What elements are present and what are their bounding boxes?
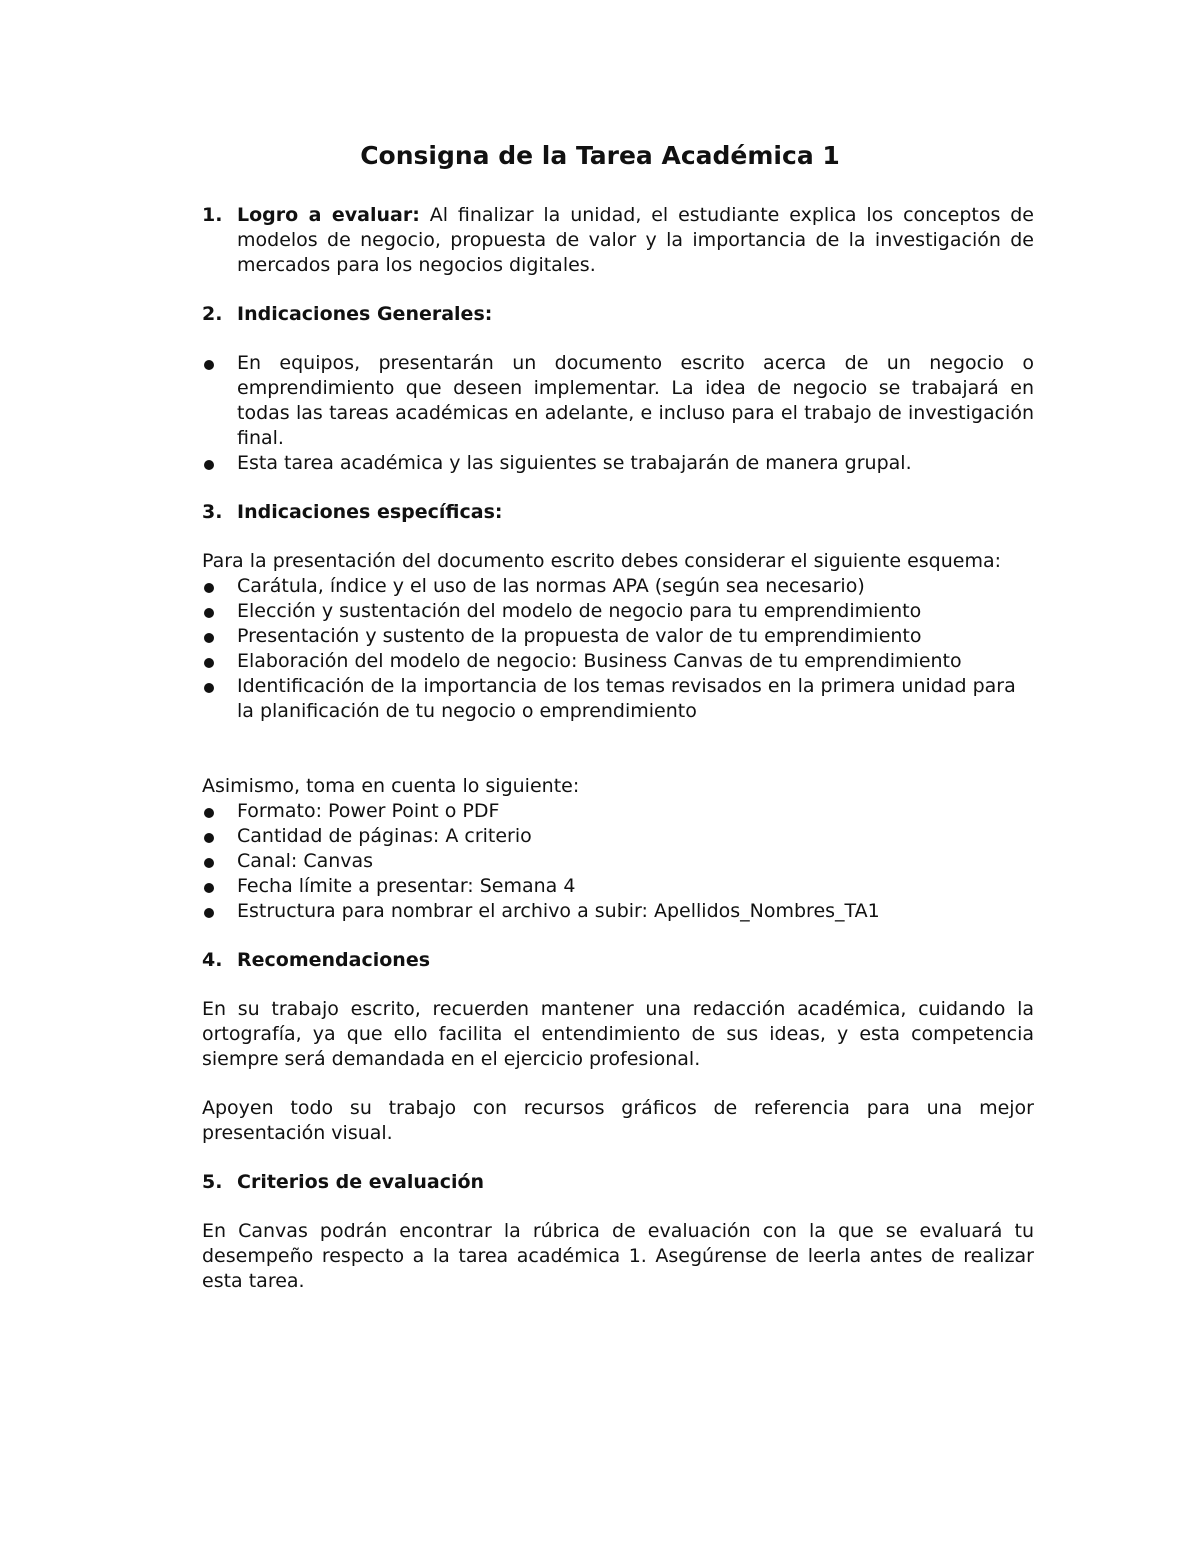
section-intro: Asimismo, toma en cuenta lo siguiente: [202,775,580,797]
section-number: 4. [202,949,223,971]
list-item: En equipos, presentarán un documento escrito acerca de un negocio o emprendimiento que deseen implementar. La idea de negocio se trabajará en todas las tareas académicas en adelante, e incluso para el trabajo de investigación final. [202,351,1034,451]
section-indicaciones-generales [202,302,1034,327]
paragraph: Apoyen todo su trabajo con recursos gráficos de referencia para una mejor presentación visual. [202,1097,1034,1144]
section-heading: Logro a evaluar: [237,204,420,226]
section-heading: Indicaciones específicas: [237,501,503,523]
section-number: 1. [202,204,223,226]
list-item: Elaboración del modelo de negocio: Business Canvas de tu emprendimiento [202,649,1034,674]
section-intro: Para la presentación del documento escrito debes considerar el siguiente esquema: [202,550,1002,572]
section-logro [202,203,1034,278]
section-recomendaciones [202,948,1034,973]
list-item: Elección y sustentación del modelo de negocio para tu emprendimiento [202,599,1034,624]
list-item: Fecha límite a presentar: Semana 4 [202,874,1034,899]
section-number: 2. [202,303,223,325]
bullet-icon [204,883,214,893]
bullet-icon [204,460,214,470]
document-body [202,203,1034,1294]
section-criterios [202,1170,1034,1195]
section-text: Al finalizar la unidad, el estudiante explica los conceptos de modelos de negocio, propuesta de valor y la importancia de la investigación de mercados para los negocios digitales. [237,204,1034,276]
outline-list [202,574,1034,724]
bullet-icon [204,360,214,370]
section-number: 3. [202,501,223,523]
bullet-icon [204,858,214,868]
requirements-list [202,799,1034,924]
section-heading: Criterios de evaluación [237,1171,485,1193]
list-item: Carátula, índice y el uso de las normas APA (según sea necesario) [202,574,1034,599]
paragraph: En su trabajo escrito, recuerden mantener una redacción académica, cuidando la ortografía, ya que ello facilita el entendimiento de sus ideas, y esta competencia siempre será demandada en el ejercicio profesional. [202,998,1034,1070]
list-item: Canal: Canvas [202,849,1034,874]
list-item: Formato: Power Point o PDF [202,799,1034,824]
list-item: Presentación y sustento de la propuesta de valor de tu emprendimiento [202,624,1034,649]
bullet-icon [204,583,214,593]
section-indicaciones-especificas [202,500,1034,525]
section-number: 5. [202,1171,223,1193]
bullet-icon [204,633,214,643]
section-heading: Recomendaciones [237,949,431,971]
bullet-icon [204,683,214,693]
bullet-icon [204,808,214,818]
bullet-icon [204,908,214,918]
bullet-icon [204,608,214,618]
list-item: Esta tarea académica y las siguientes se trabajarán de manera grupal. [202,451,1034,476]
list-item: Identificación de la importancia de los temas revisados en la primera unidad para la planificación de tu negocio o emprendimiento [202,674,1034,724]
bullet-icon [204,833,214,843]
section-heading: Indicaciones Generales: [237,303,493,325]
paragraph: En Canvas podrán encontrar la rúbrica de evaluación con la que se evaluará tu desempeño respecto a la tarea académica 1. Asegúrense de leerla antes de realizar esta tarea. [202,1220,1034,1292]
general-indications-list [202,351,1034,476]
document-title: Consigna de la Tarea Académica 1 [360,141,840,170]
list-item: Cantidad de páginas: A criterio [202,824,1034,849]
bullet-icon [204,658,214,668]
list-item: Estructura para nombrar el archivo a subir: Apellidos_Nombres_TA1 [202,899,1034,924]
